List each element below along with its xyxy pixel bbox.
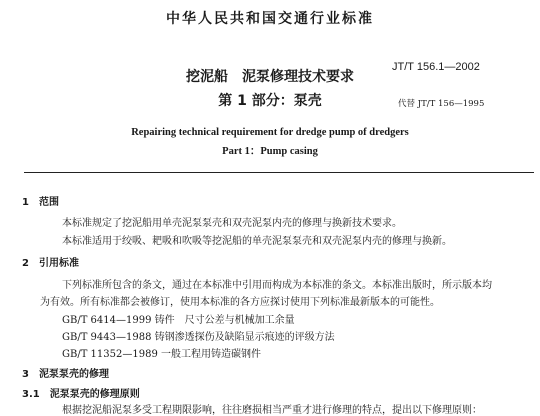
- replaces-standard: 代替 JT/T 156—1995: [398, 99, 485, 109]
- title-divider: [24, 172, 534, 173]
- section-heading-pump-casing-repair: 3 泥泵泵壳的修理: [22, 369, 109, 380]
- repair-principles-paragraph: 根据挖泥船泥泵多受工程期限影响，往往磨损相当严重才进行修理的特点，提出以下修理原则：: [62, 405, 482, 416]
- subsection-heading-repair-principles: 3.1 泥泵泵壳的修理原则: [22, 389, 140, 400]
- references-paragraph-line-1: 下列标准所包含的条文，通过在本标准中引用而构成为本标准的条文。本标准出版时，所示版本均: [62, 280, 492, 291]
- reference-item: GB/T 9443—1988 铸钢渗透探伤及缺陷显示痕迹的评级方法: [62, 332, 335, 343]
- section-heading-normative-references: 2 引用标准: [22, 258, 79, 269]
- reference-item: GB/T 6414—1999 铸件 尺寸公差与机械加工余量: [62, 315, 295, 326]
- scope-paragraph-1: 本标准规定了挖泥船用单壳泥泵泵壳和双壳泥泵内壳的修理与换新技术要求。: [62, 218, 402, 229]
- standard-part-title-chinese: 第 1 部分：泵壳: [218, 93, 322, 109]
- issuing-organization: 中华人民共和国交通行业标准: [166, 11, 374, 27]
- standard-number: JT/T 156.1—2002: [392, 61, 480, 73]
- standard-title-english: Repairing technical requirement for dredge pump of dredgers: [131, 127, 409, 138]
- references-paragraph-line-2: 为有效。所有标准都会被修订，使用本标准的各方应探讨使用下列标准最新版本的可能性。: [40, 297, 440, 308]
- standard-part-title-english: Part 1：Pump casing: [222, 146, 318, 157]
- scope-paragraph-2: 本标准适用于绞吸、耙吸和吹吸等挖泥船的单壳泥泵泵壳和双壳泥泵内壳的修理与换新。: [62, 236, 452, 247]
- reference-item: GB/T 11352—1989 一般工程用铸造碳钢件: [62, 349, 261, 360]
- section-heading-scope: 1 范围: [22, 197, 59, 208]
- standard-title-chinese: 挖泥船 泥泵修理技术要求: [186, 69, 354, 85]
